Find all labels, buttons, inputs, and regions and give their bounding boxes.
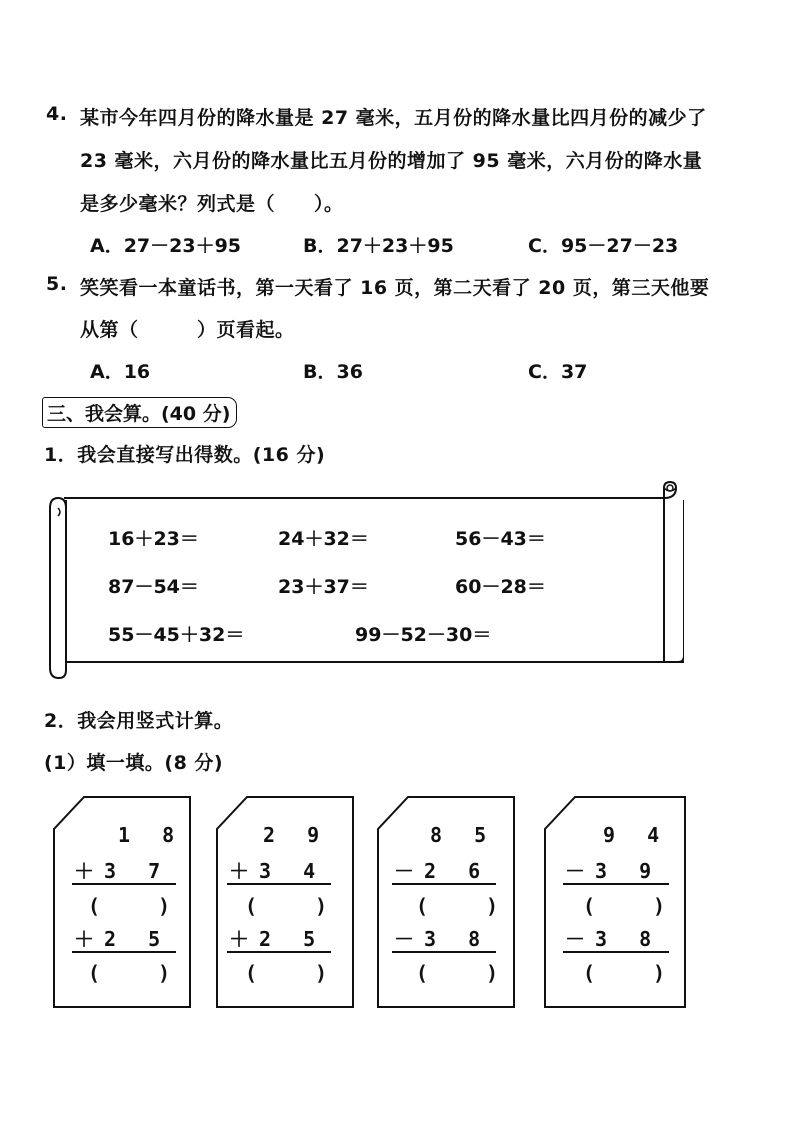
calc-card-3-op1: －2 6 <box>394 859 491 883</box>
section-3-sub2-1: (1）填一填。(8 分) <box>44 752 224 774</box>
calc-card-3-blank2[interactable]: ( ) <box>416 961 505 985</box>
calc-card-4-blank1[interactable]: ( ) <box>583 894 672 918</box>
q5-option-b[interactable]: B．36 <box>303 361 363 383</box>
calc-card-2-blank2[interactable]: ( ) <box>245 961 334 985</box>
calc-card-1-op2: ＋2 5 <box>74 927 171 951</box>
q4-option-a[interactable]: A．27－23＋95 <box>90 235 242 257</box>
calc-card-4-blank2[interactable]: ( ) <box>583 961 672 985</box>
expr-5: 23＋37＝ <box>278 576 369 598</box>
expr-4: 87－54＝ <box>108 576 199 598</box>
calc-card-1-blank2[interactable]: ( ) <box>88 961 177 985</box>
calc-card-4-top: 9 4 <box>603 823 670 847</box>
section-3-sub1: 1．我会直接写出得数。(16 分) <box>44 444 326 466</box>
calc-card-4-op1: －3 9 <box>565 859 662 883</box>
expr-6: 60－28＝ <box>455 576 546 598</box>
calc-card-2-op2: ＋2 5 <box>229 927 326 951</box>
calc-card-3-op2: －3 8 <box>394 927 491 951</box>
section-3-sub2: 2．我会用竖式计算。 <box>44 710 234 732</box>
q5-number: 5. <box>46 273 68 295</box>
calc-card-3-blank1[interactable]: ( ) <box>416 894 505 918</box>
calc-card-4-op2: －3 8 <box>565 927 662 951</box>
q4-text-line3: 是多少毫米？列式是（ ）。 <box>80 193 344 215</box>
calc-card-1-top: 1 8 <box>118 823 185 847</box>
q4-text-line2: 23 毫米，六月份的降水量比五月份的增加了 95 毫米，六月份的降水量 <box>80 150 703 172</box>
q4-option-c[interactable]: C．95－27－23 <box>528 235 679 257</box>
calc-card-3-top: 8 5 <box>430 823 497 847</box>
calc-card-1-blank1[interactable]: ( ) <box>88 894 177 918</box>
calc-card-2-top: 2 9 <box>263 823 330 847</box>
q5-option-c[interactable]: C．37 <box>528 361 588 383</box>
calc-card-2 <box>215 795 355 1010</box>
expr-2: 24＋32＝ <box>278 528 369 550</box>
q4-text-line1: 某市今年四月份的降水量是 27 毫米，五月份的降水量比四月份的减少了 <box>80 107 707 129</box>
expr-3: 56－43＝ <box>455 528 546 550</box>
calc-card-1 <box>52 795 192 1010</box>
expr-7: 55－45＋32＝ <box>108 624 245 646</box>
section-3-title: 三、我会算。(40 分) <box>42 397 237 428</box>
q4-option-b[interactable]: B．27＋23＋95 <box>303 235 454 257</box>
calc-card-2-op1: ＋3 4 <box>229 859 326 883</box>
q5-option-a[interactable]: A．16 <box>90 361 151 383</box>
expr-8: 99－52－30＝ <box>355 624 492 646</box>
calc-card-2-blank1[interactable]: ( ) <box>245 894 334 918</box>
q5-text-line2: 从第（ ）页看起。 <box>80 319 295 341</box>
calc-card-1-op1: ＋3 7 <box>74 859 171 883</box>
calc-card-4 <box>543 795 683 1010</box>
q4-number: 4. <box>46 103 68 125</box>
expr-1: 16＋23＝ <box>108 528 199 550</box>
q5-text-line1: 笑笑看一本童话书，第一天看了 16 页，第二天看了 20 页，第三天他要 <box>80 277 710 299</box>
calc-card-3 <box>376 795 516 1010</box>
